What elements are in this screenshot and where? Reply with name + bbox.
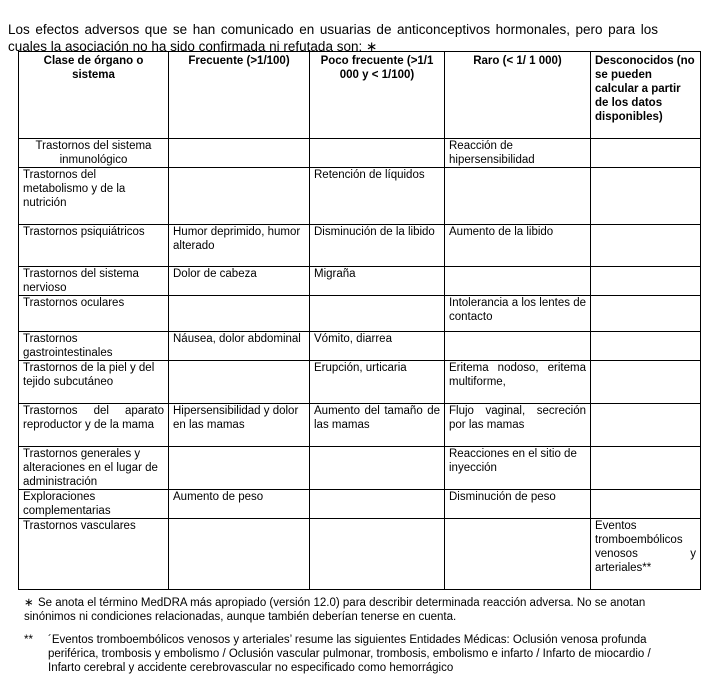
table-row [19,168,701,225]
table-row [19,447,701,490]
rare-cell: Eritema nodoso, eritema multiforme, [445,361,591,404]
footnotes [24,596,684,675]
frequent-cell: Náusea, dolor abdominal [169,332,310,361]
rare-cell: Reacciones en el sitio de inyección [445,447,591,490]
organ-class-cell: Trastornos generales y alteraciones en el lugar de administración [19,447,169,490]
rare-cell [445,267,591,296]
intro-paragraph: Los efectos adversos que se han comunicado en usuarias de anticonceptivos hormonales, pero para los cuales la asociación no ha sido confirmada ni refutada son: ∗ [8,21,658,54]
table-row [19,404,701,447]
rare-cell: Reacción de hipersensibilidad [445,139,591,168]
unknown-cell [591,168,701,225]
uncommon-cell [310,519,445,590]
organ-class-cell: Trastornos del metabolismo y de la nutrición [19,168,169,225]
organ-class-cell: Trastornos oculares [19,296,169,332]
unknown-cell [591,404,701,447]
frequent-cell [169,361,310,404]
frequent-cell: Hipersensibilidad y dolor en las mamas [169,404,310,447]
organ-class-cell: Trastornos vasculares [19,519,169,590]
frequent-cell [169,168,310,225]
table-row [19,519,701,590]
uncommon-cell: Erupción, urticaria [310,361,445,404]
uncommon-cell: Disminución de la libido [310,225,445,267]
frequent-cell [169,447,310,490]
table-row [19,139,701,168]
rare-cell: Aumento de la libido [445,225,591,267]
frequent-cell: Aumento de peso [169,490,310,519]
adverse-effects-table [18,51,701,590]
unknown-cell [591,225,701,267]
unknown-cell [591,490,701,519]
frequent-cell: Dolor de cabeza [169,267,310,296]
frequent-cell [169,296,310,332]
uncommon-cell [310,296,445,332]
uncommon-cell: Migraña [310,267,445,296]
header-unknown: Desconocidos (no se pueden calcular a partir de los datos disponibles) [591,52,701,139]
footnote-thromboembolic [24,633,684,675]
frequent-cell: Humor deprimido, humor alterado [169,225,310,267]
rare-cell: Flujo vaginal, secreción por las mamas [445,404,591,447]
table-row [19,490,701,519]
footnote-marker: ∗ [24,597,34,609]
uncommon-cell: Retención de líquidos [310,168,445,225]
uncommon-cell: Aumento del tamaño de las mamas [310,404,445,447]
organ-class-cell: Trastornos gastrointestinales [19,332,169,361]
organ-class-cell: Trastornos del sistema inmunológico [19,139,169,168]
uncommon-cell [310,139,445,168]
organ-class-cell: Trastornos de la piel y del tejido subcutáneo [19,361,169,404]
header-rare: Raro (< 1/ 1 000) [445,52,591,139]
organ-class-cell: Trastornos del aparato reproductor y de la mama [19,404,169,447]
unknown-cell [591,332,701,361]
footnote-text: ´Eventos tromboembólicos venosos y arteriales’ resume las siguientes Entidades Médicas: Oclusión venosa profunda periférica, trombosis y embolismo / Oclusión vascular pulmonar, trombosis, embolismo e infarto / Infarto de miocardio / Infarto cerebral y accidente cerebrovascular no especificado como hemorrágico [48,634,651,674]
unknown-cell [591,447,701,490]
table-row [19,361,701,404]
table-row [19,296,701,332]
uncommon-cell: Vómito, diarrea [310,332,445,361]
table-row [19,225,701,267]
frequent-cell [169,519,310,590]
unknown-cell: Eventos tromboembólicos venosos y arteriales** [591,519,701,590]
organ-class-cell: Exploraciones complementarias [19,490,169,519]
unknown-cell [591,139,701,168]
header-frequent: Frecuente (>1/100) [169,52,310,139]
rare-cell [445,168,591,225]
table-row [19,267,701,296]
footnote-meddra [24,596,684,624]
table-header-row [19,52,701,139]
organ-class-cell: Trastornos psiquiátricos [19,225,169,267]
header-organ-class: Clase de órgano o sistema [19,52,169,139]
footnote-marker: ** [24,634,33,646]
footnote-text: Se anota el término MedDRA más apropiado (versión 12.0) para describir determinada reacción adversa. No se anotan sinónimos ni condiciones relacionadas, aunque también deberían tenerse en cuenta. [24,597,646,623]
unknown-cell [591,267,701,296]
table-row [19,332,701,361]
rare-cell: Disminución de peso [445,490,591,519]
rare-cell: Intolerancia a los lentes de contacto [445,296,591,332]
uncommon-cell [310,447,445,490]
unknown-cell [591,361,701,404]
rare-cell [445,519,591,590]
header-uncommon: Poco frecuente (>1/1 000 y < 1/100) [310,52,445,139]
organ-class-cell: Trastornos del sistema nervioso [19,267,169,296]
unknown-cell [591,296,701,332]
frequent-cell [169,139,310,168]
rare-cell [445,332,591,361]
uncommon-cell [310,490,445,519]
